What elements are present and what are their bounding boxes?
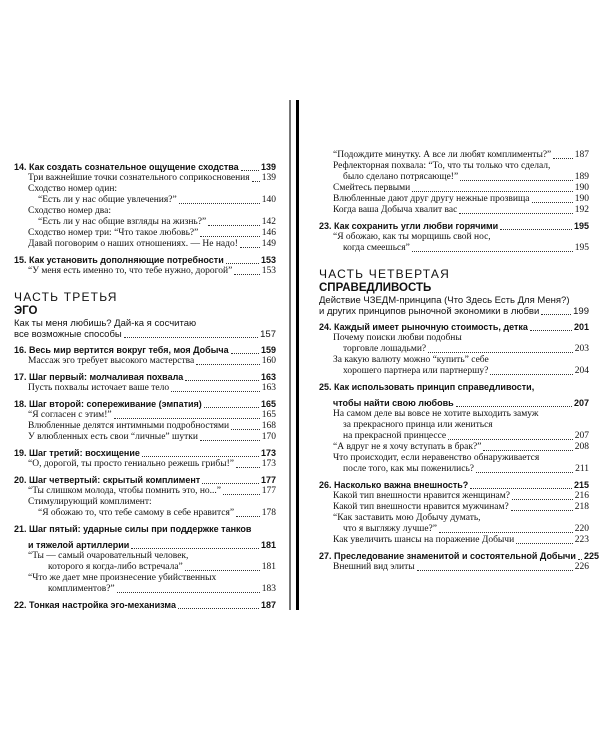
toc-subentry[interactable]: [319, 442, 589, 453]
toc-subentry[interactable]: [319, 194, 589, 205]
page-number: 173: [260, 448, 276, 458]
dot-leader: [208, 225, 260, 226]
toc-entry-text: на прекрасной принцессе: [343, 431, 447, 441]
toc-entry-text: “Я обожаю, как ты морщишь свой нос,: [333, 232, 491, 242]
toc-subentry[interactable]: [319, 464, 589, 475]
dot-leader: [223, 494, 260, 495]
toc-subentry-line: Сходство номер два:: [28, 206, 112, 216]
toc-subentry[interactable]: [14, 410, 276, 421]
toc-subentry[interactable]: [14, 584, 276, 595]
toc-entry-text: было сделано потрясающе!”: [343, 172, 459, 182]
dot-leader: [236, 467, 260, 468]
toc-subentry[interactable]: [319, 524, 589, 535]
part-heading: ЧАСТЬ ЧЕТВЕРТАЯ: [319, 267, 450, 281]
page-number: 211: [575, 464, 589, 474]
toc-entry-text: 18. Шаг второй: сопереживание (эмпатия): [14, 399, 202, 409]
page-number: 215: [573, 480, 589, 490]
toc-entry-text: 17. Шаг первый: молчаливая похвала: [14, 372, 184, 382]
page-number: 208: [574, 442, 589, 452]
part-intro-line: Действие ЧЗЕДМ-принципа (Что Здесь Есть Для Меня?): [319, 295, 570, 306]
page-number: 146: [261, 228, 276, 238]
toc-subentry-line: “Ты — самый очаровательный человек,: [28, 551, 189, 561]
page-number: 160: [261, 356, 276, 366]
toc-chapter-entry[interactable]: [14, 600, 276, 611]
toc-chapter-entry[interactable]: [319, 322, 589, 333]
dot-leader: [231, 353, 259, 354]
page-number: 177: [261, 486, 276, 496]
left-contents-column: [14, 157, 276, 611]
toc-subentry[interactable]: [319, 232, 589, 243]
dot-leader: [236, 516, 260, 517]
toc-entry-text: и других принципов рыночной экономики в любви: [319, 306, 540, 317]
toc-entry-text: когда смеешься”: [343, 243, 410, 253]
dot-leader: [512, 499, 573, 500]
toc-subentry[interactable]: [319, 562, 589, 573]
toc-chapter-entry[interactable]: [14, 399, 276, 410]
right-page: [300, 0, 600, 750]
toc-entry-text: 19. Шаг третий: восхищение: [14, 448, 140, 458]
toc-chapter-entry[interactable]: [14, 345, 276, 356]
toc-entry-text: 24. Каждый имеет рыночную стоимость, детка: [319, 322, 528, 332]
toc-entry-text: Влюбленные делятся интимными подробностями: [28, 421, 230, 431]
page-number: 220: [574, 524, 589, 534]
toc-entry-text: “Я обожаю то, что тебе самому в себе нравится”: [38, 508, 235, 518]
toc-subentry-line: За какую валюту можно “купить” себе: [333, 355, 489, 365]
page-number: 207: [574, 431, 589, 441]
part-intro-line[interactable]: [14, 329, 276, 340]
part-intro-line: Как ты меня любишь? Дай-ка я сосчитаю: [14, 318, 197, 329]
dot-leader: [483, 450, 572, 451]
page-number: 165: [261, 410, 276, 420]
toc-entry-text: “О, дорогой, ты просто гениально режешь грибы!”: [28, 459, 234, 469]
dot-leader: [470, 488, 572, 489]
toc-entry-text: Какой тип внешности нравится мужчинам?: [333, 502, 509, 512]
page-number: 142: [261, 217, 276, 227]
dot-leader: [234, 274, 259, 275]
page-number: 195: [574, 243, 589, 253]
toc-chapter-entry[interactable]: [14, 372, 276, 383]
toc-subentry[interactable]: [14, 486, 276, 497]
dot-leader: [516, 543, 573, 544]
toc-subentry[interactable]: [319, 344, 589, 355]
dot-leader: [459, 213, 572, 214]
toc-entry-text: 26. Насколько важна внешность?: [319, 480, 469, 490]
dot-leader: [202, 483, 259, 484]
page-number: 189: [574, 172, 589, 182]
book-gutter-shadow: [289, 100, 291, 610]
chapter-title-line: [319, 382, 589, 393]
toc-entry-text: после того, как мы поженились?: [343, 464, 475, 474]
dot-leader: [241, 170, 259, 171]
page-number: 170: [261, 432, 276, 442]
page-number: 223: [574, 535, 589, 545]
toc-subentry-line: “Как заставить мою Добычу думать,: [333, 513, 481, 523]
dot-leader: [231, 429, 260, 430]
dot-leader: [142, 456, 259, 457]
toc-chapter-entry[interactable]: [319, 221, 589, 232]
dot-leader: [460, 180, 573, 181]
dot-leader: [185, 570, 260, 571]
page-number: 201: [573, 322, 589, 332]
dot-leader: [200, 236, 259, 237]
toc-subentry-line: Что происходит, если неравенство обнаруживается: [333, 453, 540, 463]
toc-entry-text: Смейтесь первыми: [333, 183, 411, 193]
toc-subentry[interactable]: [14, 195, 276, 206]
page-number: 153: [260, 255, 276, 265]
page-number: 153: [261, 266, 276, 276]
dot-leader: [417, 570, 573, 571]
dot-leader: [171, 391, 260, 392]
page-number: 190: [574, 194, 589, 204]
toc-entry-text: что я выгляжу лучше?”: [343, 524, 437, 534]
toc-entry-text: чтобы найти свою любовь: [333, 398, 454, 408]
dot-leader: [196, 364, 260, 365]
toc-entry-text: “А вдруг не я хочу вступать в брак?”: [333, 442, 482, 452]
toc-chapter-entry[interactable]: [14, 540, 276, 551]
toc-entry-text: “Ты слишком молода, чтобы помнить это, но...”: [28, 486, 222, 496]
toc-subentry[interactable]: [319, 366, 589, 377]
toc-entry-text: 21. Шаг пятый: ударные силы при поддержке танков: [14, 524, 252, 534]
toc-entry-text: Влюбленные дают друг другу нежные прозвища: [333, 194, 530, 204]
toc-subentry-line: Почему поиски любви подобны: [333, 333, 462, 343]
toc-subentry[interactable]: [319, 183, 589, 194]
toc-entry-text: “Я согласен с этим!”: [28, 410, 112, 420]
page-number: 181: [260, 540, 276, 550]
dot-leader: [578, 559, 582, 560]
toc-subentry[interactable]: [14, 459, 276, 470]
right-contents-column: [319, 150, 599, 573]
dot-leader: [200, 440, 260, 441]
dot-leader: [439, 532, 573, 533]
dot-leader: [178, 608, 259, 609]
page-number: 183: [261, 584, 276, 594]
page-number: 173: [261, 459, 276, 469]
toc-entry-text: все возможные способы: [14, 329, 122, 340]
toc-entry-text: и тяжелой артиллерии: [28, 540, 130, 550]
dot-leader: [185, 380, 259, 381]
page-number: 218: [574, 502, 589, 512]
page-number: 216: [574, 491, 589, 501]
toc-subentry[interactable]: [14, 356, 276, 367]
toc-entry-text: 27. Преследование знаменитой и состоятельной Добычи: [319, 551, 576, 561]
dot-leader: [500, 229, 572, 230]
dot-leader: [117, 592, 260, 593]
dot-leader: [412, 191, 573, 192]
toc-subentry[interactable]: [14, 421, 276, 432]
page-number: 207: [573, 398, 589, 408]
toc-subentry[interactable]: [319, 243, 589, 254]
toc-subentry[interactable]: [319, 431, 589, 442]
toc-entry-text: комплиментов?”: [48, 584, 115, 594]
page-number: 149: [261, 239, 276, 249]
toc-entry-text: 23. Как сохранить угли любви горячими: [319, 221, 499, 231]
page-number: 226: [574, 562, 589, 572]
toc-subentry[interactable]: [14, 228, 276, 239]
part-heading: ЧАСТЬ ТРЕТЬЯ: [14, 290, 118, 304]
toc-entry-text: Пусть похвалы источает ваше тело: [28, 383, 170, 393]
toc-entry-text: 25. Как использовать принцип справедливости,: [319, 382, 535, 392]
toc-entry-text: “Есть ли у нас общие взгляды на жизнь?”: [38, 217, 207, 227]
dot-leader: [240, 247, 260, 248]
toc-subentry[interactable]: [14, 562, 276, 573]
page-number: 190: [574, 183, 589, 193]
toc-entry-text: 20. Шаг четвертый: скрытый комплимент: [14, 475, 201, 485]
toc-entry-text: У влюбленных есть свои “личные” шутки: [28, 432, 198, 442]
toc-entry-text: Давай поговорим о наших отношениях. — Не надо!: [28, 239, 238, 249]
page-number: 165: [260, 399, 276, 409]
toc-entry-text: “Подождите минутку. А все ли любят комплименты?”: [333, 150, 552, 160]
dot-leader: [179, 203, 260, 204]
dot-leader: [490, 374, 572, 375]
page-number: 192: [574, 205, 589, 215]
dot-leader: [541, 314, 571, 315]
toc-subentry[interactable]: [14, 217, 276, 228]
toc-chapter-entry[interactable]: [319, 551, 599, 562]
toc-subentry[interactable]: [14, 239, 276, 250]
page-number: 159: [260, 345, 276, 355]
dot-leader: [131, 548, 259, 549]
page-number: 139: [260, 162, 276, 172]
toc-chapter-entry[interactable]: [14, 475, 276, 486]
toc-subentry[interactable]: [319, 491, 589, 502]
dot-leader: [204, 407, 259, 408]
page-number: 163: [260, 372, 276, 382]
toc-entry-text: “У меня есть именно то, что тебе нужно, дорогой”: [28, 266, 233, 276]
dot-leader: [114, 418, 260, 419]
page-number: 199: [573, 306, 589, 317]
toc-entry-text: которого я когда-либо встречала”: [48, 562, 183, 572]
book-gutter: [296, 100, 299, 610]
toc-entry-text: хорошего партнера или партнершу?: [343, 366, 489, 376]
page-number: 168: [261, 421, 276, 431]
toc-subentry[interactable]: [319, 150, 589, 161]
toc-subentry-line: за прекрасного принца или жениться: [343, 420, 493, 430]
toc-subentry[interactable]: [14, 432, 276, 443]
dot-leader: [412, 251, 573, 252]
toc-entry-text: торговле лошадьми?: [343, 344, 427, 354]
toc-subentry[interactable]: [14, 173, 276, 184]
toc-chapter-entry[interactable]: [14, 255, 276, 266]
page-number: 139: [261, 173, 276, 183]
toc-entry-text: “Есть ли у нас общие увлечения?”: [38, 195, 177, 205]
dot-leader: [456, 406, 572, 407]
toc-subentry[interactable]: [319, 172, 589, 183]
toc-chapter-entry[interactable]: [319, 480, 589, 491]
toc-subentry-line: “Что же дает мне произнесение убийственных: [28, 573, 217, 583]
page-number: 195: [573, 221, 589, 231]
dot-leader: [476, 472, 573, 473]
toc-entry-text: 22. Тонкая настройка эго-механизма: [14, 600, 176, 610]
dot-leader: [532, 202, 573, 203]
part-intro-line[interactable]: [319, 306, 589, 317]
toc-entry-text: Сходство номер три: “Что такое любовь?”: [28, 228, 199, 238]
dot-leader: [428, 352, 573, 353]
toc-chapter-entry[interactable]: [319, 398, 589, 409]
dot-leader: [124, 337, 258, 338]
toc-subentry[interactable]: [14, 508, 276, 519]
page-number: 178: [261, 508, 276, 518]
page-number: 181: [261, 562, 276, 572]
dot-leader: [448, 439, 573, 440]
toc-chapter-entry[interactable]: [14, 162, 276, 173]
page-number: 187: [574, 150, 589, 160]
dot-leader: [226, 263, 259, 264]
part-title: СПРАВЕДЛИВОСТЬ: [319, 282, 432, 294]
dot-leader: [252, 181, 260, 182]
toc-entry-text: Какой тип внешности нравится женщинам?: [333, 491, 510, 501]
toc-subentry-line: Сходство номер один:: [28, 184, 118, 194]
toc-entry-text: Внешний вид элиты: [333, 562, 415, 572]
part-title: ЭГО: [14, 305, 38, 317]
page-number: 177: [260, 475, 276, 485]
toc-subentry[interactable]: [14, 383, 276, 394]
page-number: 204: [574, 366, 589, 376]
dot-leader: [553, 158, 572, 159]
dot-leader: [530, 330, 572, 331]
page-number: 163: [261, 383, 276, 393]
toc-subentry-line: Стимулирующий комплимент:: [28, 497, 152, 507]
page-number: 157: [260, 329, 276, 340]
toc-subentry-line: Рефлекторная похвала: “То, что ты только что сделал,: [333, 161, 551, 171]
toc-entry-text: 14. Как создать сознательное ощущение сходства: [14, 162, 239, 172]
toc-entry-text: 15. Как установить дополняющие потребности: [14, 255, 224, 265]
page-number: 203: [574, 344, 589, 354]
toc-subentry[interactable]: [14, 266, 276, 277]
toc-entry-text: Три важнейшие точки сознательного соприкосновения: [28, 173, 250, 183]
dot-leader: [511, 510, 573, 511]
chapter-title-line: [14, 524, 276, 535]
page-number: 187: [260, 600, 276, 610]
toc-subentry-line: На самом деле вы вовсе не хотите выходить замуж: [333, 409, 539, 419]
page-number: 225: [583, 551, 599, 561]
toc-subentry[interactable]: [319, 502, 589, 513]
toc-entry-text: Массаж эго требует высокого мастерства: [28, 356, 195, 366]
toc-entry-text: Когда ваша Добыча хвалит вас: [333, 205, 458, 215]
toc-subentry[interactable]: [319, 535, 589, 546]
toc-entry-text: Как увеличить шансы на поражение Добычи: [333, 535, 515, 545]
toc-chapter-entry[interactable]: [14, 448, 276, 459]
toc-entry-text: 16. Весь мир вертится вокруг тебя, моя Добыча: [14, 345, 229, 355]
page-number: 140: [261, 195, 276, 205]
toc-subentry[interactable]: [319, 205, 589, 216]
